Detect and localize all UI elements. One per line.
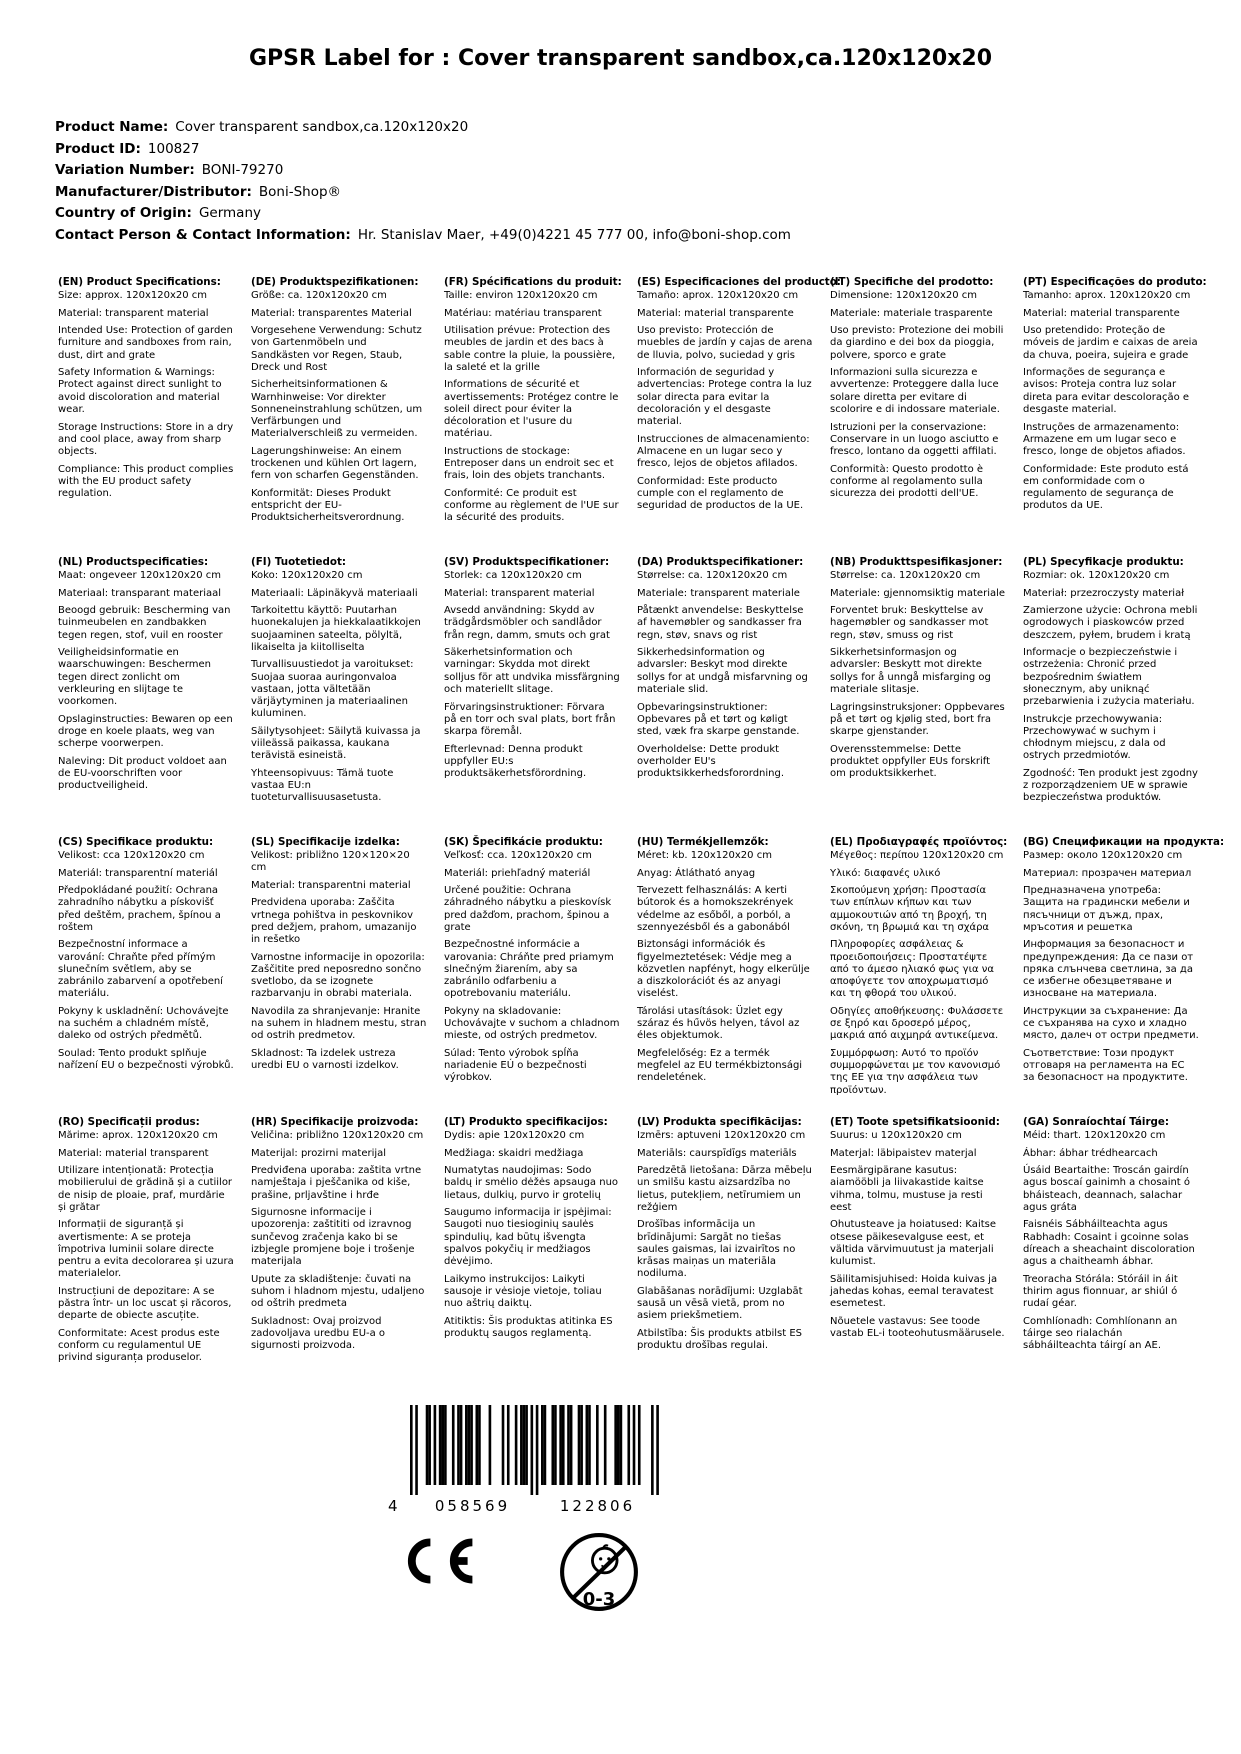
- language-block-paragraph: Size: approx. 120x120x20 cm: [58, 289, 208, 301]
- language-block-paragraph: Sikkerhedsinformation og advarsler: Beskyt mod direkte sollys for at undgå misfarvning og materiale slid.: [637, 647, 808, 695]
- language-block-paragraph: Overholdelse: Dette produkt overholder EU's produktsikkerhedsforordning.: [637, 743, 785, 779]
- language-block-paragraph: Μέγεθος: περίπου 120x120x20 cm: [830, 849, 1004, 861]
- language-block-paragraph: Efterlevnad: Denna produkt uppfyller EU:s produktsäkerhetsförordning.: [444, 743, 587, 779]
- language-block-paragraph: Uso previsto: Protección de muebles de jardín y cajas de arena de lluvia, polvo, suciedad y gris: [637, 325, 813, 361]
- language-block-paragraph: Instructions de stockage: Entreposer dans un endroit sec et frais, loin des objets tranchants.: [444, 445, 614, 482]
- language-block-paragraph: Paredzētā lietošana: Dārza mēbeļu un smilšu kastu aizsardzība no lietus, putekļiem, netīrumiem un režģiem: [637, 1165, 812, 1213]
- product-id-label: Product ID:: [55, 140, 141, 157]
- age-warning-0-3-icon: [558, 1529, 640, 1615]
- language-block-paragraph: Avsedd användning: Skydd av trädgårdsmöbler och sandlådor från regn, damm, smuts och grat: [444, 605, 610, 641]
- language-block-heading: (ES) Especificaciones del producto:: [637, 276, 841, 288]
- language-block-paragraph: Úsáid Beartaithe: Troscán gairdín agus boscaí gainimh a chosaint ó bháisteach, deannach, salachar agus gráta: [1023, 1165, 1191, 1213]
- language-block-paragraph: Sikkerhetsinformasjon og advarsler: Beskytt mot direkte sollys for å unngå misfarging og materiale slitasje.: [830, 647, 991, 695]
- language-block-paragraph: Säilytysohjeet: Säilytä kuivassa ja viileässä paikassa, kaukana terävistä esineistä.: [251, 725, 421, 762]
- language-block-paragraph: Materiale: materiale trasparente: [830, 307, 993, 319]
- language-block-paragraph: Οδηγίες αποθήκευσης: Φυλάσσετε σε ξηρό και δροσερό μέρος, μακριά από αιχμηρά αντικείμενα.: [830, 1005, 1004, 1042]
- language-block-paragraph: Размер: около 120x120x20 cm: [1023, 849, 1183, 861]
- language-block-paragraph: Materiał: przezroczysty materiał: [1023, 587, 1185, 599]
- language-block-paragraph: Beoogd gebruik: Bescherming van tuinmeubelen en zandbakken tegen regen, stof, vuil en rooster: [58, 605, 231, 641]
- language-block-el: [830, 836, 1023, 1116]
- language-block-paragraph: Pokyny k uskladnění: Uchovávejte na suchém a chladném místě, daleko od ostrých předmětů.: [58, 1005, 229, 1042]
- language-block-paragraph: Treoracha Stórála: Stóráil in áit thirim agus fionnuar, ar shiúl ó rudaí géar.: [1023, 1273, 1178, 1310]
- language-block-paragraph: Istruzioni per la conservazione: Conservare in un luogo asciutto e fresco, lontano da oggetti affilati.: [830, 421, 999, 457]
- product-info-row: [55, 182, 791, 204]
- barcode-left-group: 058569: [434, 1497, 511, 1515]
- language-block-paragraph: Material: transparentni material: [251, 879, 411, 891]
- language-block-paragraph: Glabāšanas norādījumi: Uzglabāt sausā un vēsā vietā, prom no asiem priekšmetiem.: [637, 1285, 803, 1322]
- page-title: GPSR Label for : Cover transparent sandbox,ca.120x120x20: [248, 46, 993, 71]
- language-block-paragraph: Informații de siguranță și avertismente: A se proteja împotriva luminii solare directe pentru a evita decolorarea și uzura materialelor.: [58, 1219, 234, 1280]
- product-id-value: 100827: [147, 140, 200, 157]
- language-block-paragraph: Materiale: gjennomsiktig materiale: [830, 587, 1006, 599]
- language-block-paragraph: Safety Information & Warnings: Protect against direct sunlight to avoid discoloration and material wear.: [58, 367, 222, 415]
- language-block-heading: (LV) Produkta specifikācijas:: [637, 1116, 802, 1128]
- language-block-paragraph: Navodila za shranjevanje: Hranite na suhem in hladnem mestu, stran od ostrih predmetov.: [251, 1005, 427, 1042]
- language-block-heading: (ET) Toote spetsifikatsioonid:: [830, 1116, 1000, 1128]
- language-block-sk: [444, 836, 637, 1116]
- language-block-heading: (HR) Specifikacije proizvoda:: [251, 1116, 419, 1128]
- language-block-heading: (NB) Produkttspesifikasjoner:: [830, 556, 1003, 568]
- language-block-es: [637, 276, 841, 556]
- language-block-paragraph: Suurus: u 120x120x20 cm: [830, 1129, 962, 1141]
- language-block-heading: (DE) Produktspezifikationen:: [251, 276, 419, 288]
- language-block-et: [830, 1116, 1023, 1396]
- ean13-barcode-icon: [400, 1405, 676, 1495]
- language-block-paragraph: Velikost: cca 120x120x20 cm: [58, 849, 205, 861]
- language-block-paragraph: Zgodność: Ten produkt jest zgodny z rozporządzeniem UE w sprawie bezpieczeństwa produktów.: [1023, 767, 1198, 804]
- language-block-paragraph: Materiaal: transparant materiaal: [58, 587, 222, 599]
- contact-value: Hr. Stanislav Maer, +49(0)4221 45 777 00, info@boni-shop.com: [357, 226, 791, 243]
- language-block-paragraph: Ohutusteave ja hoiatused: Kaitse otsese päikesevalguse eest, et vältida värvimuutust ja materjali kulumist.: [830, 1219, 997, 1268]
- language-block-paragraph: Anyag: Átlátható anyag: [637, 867, 756, 879]
- language-block-paragraph: Material: material transparent: [58, 1147, 209, 1159]
- barcode-first-digit: 4: [388, 1497, 398, 1515]
- language-block-paragraph: Zamierzone użycie: Ochrona mebli ogrodowych i piaskowców przed deszczem, pyłem, brudem i kratą: [1023, 605, 1198, 641]
- language-block-paragraph: Ábhar: ábhar trédhearcach: [1023, 1147, 1158, 1159]
- language-block-paragraph: Méid: thart. 120x120x20 cm: [1023, 1129, 1166, 1141]
- language-block-ga: [1023, 1116, 1216, 1396]
- language-block-paragraph: Material: transparent material: [58, 307, 209, 319]
- language-block-nl: [58, 556, 251, 836]
- language-block-heading: (IT) Specifiche del prodotto:: [830, 276, 994, 288]
- language-block-paragraph: Uso pretendido: Proteção de móveis de jardim e caixas de areia da chuva, poeira, sujeira e grade: [1023, 325, 1198, 361]
- language-block-paragraph: Naleving: Dit product voldoet aan de EU-voorschriften voor productveiligheid.: [58, 755, 227, 792]
- age-warning-text: 0-3: [582, 1588, 616, 1610]
- language-block-paragraph: Maat: ongeveer 120x120x20 cm: [58, 569, 221, 581]
- language-block-hr: [251, 1116, 444, 1396]
- language-block-paragraph: Veličina: približno 120x120x20 cm: [251, 1129, 424, 1141]
- language-block-paragraph: Информация за безопасност и предупреждения: Да се пази от пряка слънчева светлина, за да се избегне обезцветяване и износване на материала.: [1023, 939, 1194, 1000]
- language-block-bg: [1023, 836, 1225, 1116]
- product-info-row: [55, 225, 791, 247]
- barcode-wrap: [400, 1405, 676, 1495]
- language-block-paragraph: Atitiktis: Šis produktas atitinka ES produktų saugos reglamentą.: [444, 1315, 613, 1339]
- language-block-paragraph: Turvallisuustiedot ja varoitukset: Suojaa suoraa auringonvaloa vastaan, jotta vältetään värjäytyminen ja materiaalinen kuluminen.: [251, 659, 414, 720]
- language-block-paragraph: Opbevaringsinstruktioner: Opbevares på et tørt og køligt sted, væk fra skarpe genstande.: [637, 701, 800, 737]
- language-block-heading: (PT) Especificações do produto:: [1023, 276, 1207, 288]
- language-block-paragraph: Bezpečnostné informácie a varovania: Chráňte pred priamym slnečným žiarením, aby sa zabránilo odfarbeniu a opotrebovaniu materiálu.: [444, 939, 614, 1000]
- language-block-paragraph: Tárolási utasítások: Üzlet egy száraz és hűvös helyen, távol az éles objektumok.: [637, 1005, 800, 1042]
- language-block-paragraph: Материал: прозрачен материал: [1023, 867, 1192, 879]
- language-block-paragraph: Medžiaga: skaidri medžiaga: [444, 1147, 584, 1159]
- language-block-heading: (RO) Specificații produs:: [58, 1116, 200, 1128]
- language-block-paragraph: Soulad: Tento produkt splňuje nařízení EU o bezpečnosti výrobků.: [58, 1047, 234, 1072]
- language-block-paragraph: Materjal: läbipaistev materjal: [830, 1147, 977, 1159]
- language-block-paragraph: Tamanho: aprox. 120x120x20 cm: [1023, 289, 1191, 301]
- language-block-lv: [637, 1116, 830, 1396]
- language-block-paragraph: Conformitate: Acest produs este conform cu regulamentul UE privind siguranța produselor.: [58, 1327, 220, 1364]
- language-block-ro: [58, 1116, 251, 1396]
- language-block-paragraph: Overensstemmelse: Dette produktet oppfyller EUs forskrift om produktsikkerhet.: [830, 743, 991, 779]
- language-block-paragraph: Skladnost: Ta izdelek ustreza uredbi EU o varnosti izdelkov.: [251, 1047, 399, 1072]
- language-block-sl: [251, 836, 444, 1116]
- language-block-paragraph: Taille: environ 120x120x20 cm: [444, 289, 598, 301]
- language-block-paragraph: Sigurnosne informacije i upozorenja: zaštititi od izravnog sunčevog zračenja kako bi se izbjegle promjene boje i trošenje materijala: [251, 1207, 415, 1268]
- language-block-paragraph: Lagringsinstruksjoner: Oppbevares på et tørt og kjølig sted, bort fra skarpe gjenstander.: [830, 701, 1005, 737]
- language-block-paragraph: Velikost: približno 120×120×20 cm: [251, 849, 410, 874]
- language-block-paragraph: Instruções de armazenamento: Armazene em um lugar seco e fresco, longe de objetos afiados.: [1023, 421, 1186, 457]
- language-block-paragraph: Instrucțiuni de depozitare: A se păstra într- un loc uscat și răcoros, departe de obiecte ascuțite.: [58, 1285, 232, 1322]
- language-block-fr: [444, 276, 637, 556]
- language-block-paragraph: Predvidena uporaba: Zaščita vrtnega pohištva in peskovnikov pred dežjem, prahom, umazanijo in rešetko: [251, 897, 417, 945]
- product-name-value: Cover transparent sandbox,ca.120x120x20: [175, 119, 469, 135]
- language-block-paragraph: Vorgesehene Verwendung: Schutz von Gartenmöbeln und Sandkästen vor Regen, Staub, Dreck und Rost: [251, 325, 422, 373]
- language-block-paragraph: Materijal: prozirni materijal: [251, 1147, 387, 1159]
- language-block-paragraph: Bezpečnostní informace a varování: Chraňte před přímým slunečním světlem, aby se zabránilo zabarvení a opotřebení materiálu.: [58, 939, 223, 1000]
- language-block-paragraph: Yhteensopivuus: Tämä tuote vastaa EU:n tuoteturvallisuusasetusta.: [251, 767, 394, 804]
- language-block-fi: [251, 556, 444, 836]
- language-block-paragraph: Súlad: Tento výrobok spĺňa nariadenie EÚ o bezpečnosti výrobkov.: [444, 1047, 587, 1084]
- language-block-paragraph: Conformidade: Este produto está em conformidade com o regulamento de segurança de produtos da UE.: [1023, 463, 1189, 512]
- language-block-paragraph: Conformidad: Este producto cumple con el reglamento de seguridad de productos de la UE.: [637, 475, 804, 512]
- language-block-paragraph: Numatytas naudojimas: Sodo baldų ir smėlio dėžės apsauga nuo lietaus, dulkių, purvo ir grotelių: [444, 1165, 619, 1201]
- language-block-heading: (NL) Productspecificaties:: [58, 556, 209, 568]
- barcode-numbers: [388, 1497, 678, 1515]
- language-block-cs: [58, 836, 251, 1116]
- language-block-heading: (HU) Termékjellemzők:: [637, 836, 769, 848]
- language-block-paragraph: Materiaali: Läpinäkyvä materiaali: [251, 587, 418, 599]
- language-block-paragraph: Material: material transparente: [637, 307, 794, 319]
- language-block-paragraph: Storage Instructions: Store in a dry and cool place, away from sharp objects.: [58, 421, 234, 457]
- language-block-paragraph: Informacje o bezpieczeństwie i ostrzeżenia: Chronić przed bezpośrednim światłem słonecznym, aby uniknąć przebarwienia i zużycia materiału.: [1023, 647, 1195, 708]
- language-block-paragraph: Storlek: ca 120x120x20 cm: [444, 569, 582, 581]
- language-block-paragraph: Veľkosť: cca. 120x120x20 cm: [444, 849, 592, 861]
- language-block-paragraph: Materiale: transparent materiale: [637, 587, 800, 599]
- product-info-row: [55, 117, 791, 139]
- language-block-paragraph: Varnostne informacije in opozorila: Zaščitite pred neposredno sončno svetlobo, da se izognete razbarvanju in obrabi materiala.: [251, 951, 425, 1000]
- language-block-paragraph: Biztonsági információk és figyelmeztetések: Védje meg a közvetlen napfényt, hogy elkerülje a diszkolorációt és az anyagi viselést.: [637, 939, 810, 1000]
- language-block-paragraph: Dydis: apie 120x120x20 cm: [444, 1129, 585, 1141]
- language-block-heading: (GA) Sonraíochtaí Táirge:: [1023, 1116, 1170, 1128]
- language-block-paragraph: Предназначена употреба: Защита на градински мебели и пясъчници от дъжд, прах, мръсотия и решетка: [1023, 885, 1190, 933]
- language-block-heading: (LT) Produkto specifikacijos:: [444, 1116, 608, 1128]
- language-block-heading: (PL) Specyfikacje produktu:: [1023, 556, 1184, 568]
- product-info-row: [55, 203, 791, 225]
- language-block-paragraph: Atbilstība: Šis produkts atbilst ES produktu drošības regulai.: [637, 1327, 803, 1352]
- country-of-origin-label: Country of Origin:: [55, 205, 192, 221]
- product-info-row: [55, 160, 791, 182]
- language-block-paragraph: Conformità: Questo prodotto è conforme al regolamento sulla sicurezza dei prodotti dell'UE.: [830, 463, 984, 499]
- language-block-paragraph: Σκοπούμενη χρήση: Προστασία των επίπλων κήπων και των αμμοκουτιών από τη βροχή, τη σκόνη, τη βρωμιά και τη σχάρα: [830, 885, 990, 933]
- language-block-paragraph: Uso previsto: Protezione dei mobili da giardino e dei box da pioggia, polvere, sporco e grate: [830, 325, 1004, 361]
- language-block-paragraph: Instrucciones de almacenamiento: Almacene en un lugar seco y fresco, lejos de objetos afilados.: [637, 433, 810, 470]
- language-block-paragraph: Materiāls: caurspīdīgs materiāls: [637, 1147, 797, 1159]
- language-block-paragraph: Dimensione: 120x120x20 cm: [830, 289, 978, 301]
- language-block-paragraph: Tarkoitettu käyttö: Puutarhan huonekalujen ja hiekkalaatikkojen suojaaminen sateelta, pölyltä, likaiselta ja kiitolliselta: [251, 605, 421, 653]
- language-block-paragraph: Conformité: Ce produit est conforme au règlement de l'UE sur la sécurité des produits.: [444, 487, 619, 524]
- country-of-origin-value: Germany: [198, 205, 261, 221]
- variation-number-value: BONI-79270: [201, 162, 284, 178]
- language-block-paragraph: Rozmiar: ok. 120x120x20 cm: [1023, 569, 1170, 581]
- language-block-paragraph: Izmērs: aptuveni 120x120x20 cm: [637, 1129, 806, 1141]
- language-block-paragraph: Συμμόρφωση: Αυτό το προϊόν συμμορφώνεται με τον κανονισμό της ΕΕ για την ασφάλεια των προϊόντων.: [830, 1047, 1001, 1096]
- language-block-paragraph: Comhlíonadh: Comhlíonann an táirge seo rialachán sábháilteachta táirgí an AE.: [1023, 1315, 1178, 1352]
- language-block-paragraph: Säilitamisjuhised: Hoida kuivas ja jahedas kohas, eemal teravatest esemetest.: [830, 1273, 998, 1310]
- language-block-paragraph: Informazioni sulla sicurezza e avvertenze: Proteggere dalla luce solare diretta per evitare di scolorire e di indossare materiale.: [830, 367, 1000, 415]
- barcode-right-group: 122806: [559, 1497, 636, 1515]
- language-block-paragraph: Méret: kb. 120x120x20 cm: [637, 849, 772, 861]
- language-block-paragraph: Lagerungshinweise: An einem trockenen und kühlen Ort lagern, fern von scharfen Gegenständen.: [251, 445, 419, 482]
- ce-mark-icon: [398, 1537, 476, 1585]
- language-block-paragraph: Predviđena uporaba: zaštita vrtne namještaja i pješčanika od kiše, prašine, prljavštine i hrđe: [251, 1165, 422, 1201]
- language-block-paragraph: Größe: ca. 120x120x20 cm: [251, 289, 387, 301]
- language-block-paragraph: Størrelse: ca. 120x120x20 cm: [830, 569, 981, 581]
- language-block-heading: (FR) Spécifications du produit:: [444, 276, 622, 288]
- language-block-heading: (BG) Спецификации на продукта:: [1023, 836, 1225, 848]
- language-block-paragraph: Sicherheitsinformationen & Warnhinweise: Vor direkter Sonneneinstrahlung schützen, um Verfärbungen und Materialverschleiß zu vermeiden.: [251, 379, 423, 440]
- language-block-paragraph: Utilizare intenționată: Protecția mobilierului de grădină și a cutiilor de nisip de ploaie, praf, murdărie și grătar: [58, 1165, 233, 1213]
- language-block-paragraph: Material: transparentes Material: [251, 307, 412, 319]
- language-block-heading: (SL) Specifikacije izdelka:: [251, 836, 400, 848]
- language-block-paragraph: Laikymo instrukcijos: Laikyti sausoje ir vėsioje vietoje, toliau nuo aštrių daiktų.: [444, 1273, 602, 1310]
- language-block-paragraph: Nõuetele vastavus: See toode vastab EL-i tooteohutusmäärusele.: [830, 1315, 1005, 1339]
- language-block-heading: (EN) Product Specifications:: [58, 276, 221, 288]
- language-block-paragraph: Material: transparent material: [444, 587, 595, 599]
- language-block-paragraph: Förvaringsinstruktioner: Förvara på en torr och sval plats, bort från skarpa föremål.: [444, 701, 616, 737]
- variation-number-label: Variation Number:: [55, 162, 195, 178]
- language-block-paragraph: Předpokládané použití: Ochrana zahradního nábytku a pískovišť před deštěm, prachem, špínou a roštem: [58, 885, 221, 933]
- language-block-de: [251, 276, 444, 556]
- language-block-heading: (EL) Προδιαγραφές προϊόντος:: [830, 836, 1008, 848]
- language-block-paragraph: Tamaño: aprox. 120x120x20 cm: [637, 289, 799, 301]
- language-block-paragraph: Megfelelőség: Ez a termék megfelel az EU termékbiztonsági rendeletének.: [637, 1047, 803, 1084]
- language-block-pl: [1023, 556, 1216, 836]
- language-block-paragraph: Påtænkt anvendelse: Beskyttelse af havemøbler og sandkasser fra regn, støv, snavs og rist: [637, 605, 804, 641]
- product-name-label: Product Name:: [55, 119, 169, 135]
- language-block-paragraph: Upute za skladištenje: čuvati na suhom i hladnom mjestu, udaljeno od oštrih predmeta: [251, 1273, 425, 1310]
- language-block-paragraph: Drošības informācija un brīdinājumi: Sargāt no tiešas saules gaismas, lai izvairītos no krāsas maiņas un materiāla nodiluma.: [637, 1219, 796, 1280]
- language-block-paragraph: Mărime: aprox. 120x120x20 cm: [58, 1129, 218, 1141]
- language-block-heading: (CS) Specifikace produktu:: [58, 836, 214, 848]
- language-block-paragraph: Utilisation prévue: Protection des meubles de jardin et des bacs à sable contre la pluie, la poussière, la saleté et la grille: [444, 325, 616, 373]
- language-block-da: [637, 556, 830, 836]
- language-block-paragraph: Pokyny na skladovanie: Uchovávajte v suchom a chladnom mieste, od ostrých predmetov.: [444, 1005, 620, 1042]
- language-block-nb: [830, 556, 1023, 836]
- language-block-paragraph: Πληροφορίες ασφάλειας & προειδοποιήσεις: Προστατέψτε από το άμεσο ηλιακό φως για να αποφύγετε τον αποχρωματισμό και τη φθορά του υλικού.: [830, 939, 994, 1000]
- compliance-marks: [398, 1529, 688, 1615]
- manufacturer-label: Manufacturer/Distributor:: [55, 183, 252, 200]
- footer-section: [388, 1405, 688, 1615]
- language-block-paragraph: Veiligheidsinformatie en waarschuwingen: Beschermen tegen direct zonlicht om verkleuring en slijtage te voorkomen.: [58, 647, 211, 708]
- language-block-paragraph: Saugumo informacija ir įspėjimai: Saugoti nuo tiesioginių saulės spindulių, kad būtų išvengta spalvos pokyčių ir medžiagos dėvėjimo.: [444, 1207, 612, 1268]
- language-block-paragraph: Konformität: Dieses Produkt entspricht der EU-Produktsicherheitsverordnung.: [251, 487, 405, 524]
- language-block-paragraph: Инструкции за съхранение: Да се съхранява на сухо и хладно място, далеч от остри предмети.: [1023, 1005, 1199, 1042]
- language-block-heading: (SV) Produktspecifikationer:: [444, 556, 610, 568]
- language-block-en: [58, 276, 251, 556]
- language-block-paragraph: Säkerhetsinformation och varningar: Skydda mot direkt solljus för att undvika missfärgning och materiellt slitage.: [444, 647, 620, 695]
- language-block-paragraph: Material: material transparente: [1023, 307, 1180, 319]
- language-block-heading: (DA) Produktspecifikationer:: [637, 556, 804, 568]
- language-block-paragraph: Intended Use: Protection of garden furniture and sandboxes from rain, dust, dirt and grate: [58, 325, 233, 361]
- language-block-it: [830, 276, 1023, 556]
- language-block-paragraph: Forventet bruk: Beskyttelse av hagemøbler og sandkasser mot regn, støv, smuss og rist: [830, 605, 989, 641]
- language-block-paragraph: Koko: 120x120x20 cm: [251, 569, 363, 581]
- language-block-paragraph: Faisnéis Sábháilteachta agus Rabhadh: Cosaint i gcoinne solas díreach a sheachaint discoloration agus a chaitheamh ábhar.: [1023, 1219, 1195, 1268]
- language-block-paragraph: Información de seguridad y advertencias: Protege contra la luz solar directa para evitar la decoloración y el desgaste material.: [637, 367, 812, 428]
- language-block-paragraph: Materiál: transparentní materiál: [58, 867, 218, 879]
- language-block-hu: [637, 836, 830, 1116]
- language-grid: [58, 276, 1223, 1396]
- language-block-paragraph: Matériau: matériau transparent: [444, 307, 602, 319]
- language-block-paragraph: Informações de segurança e avisos: Proteja contra luz solar direta para evitar descoloração e desgaste material.: [1023, 367, 1190, 415]
- language-block-sv: [444, 556, 637, 836]
- manufacturer-value: Boni-Shop®: [258, 183, 342, 200]
- language-block-paragraph: Materiál: priehľadný materiál: [444, 867, 591, 879]
- language-block-paragraph: Eesmärgipärane kasutus: aiamööbli ja liivakastide kaitse vihma, tolmu, mustuse ja resti eest: [830, 1165, 984, 1213]
- product-info-row: [55, 139, 791, 161]
- language-block-paragraph: Υλικό: διαφανές υλικό: [830, 867, 941, 879]
- language-block-paragraph: Sukladnost: Ovaj proizvod zadovoljava uredbu EU-a o sigurnosti proizvoda.: [251, 1315, 386, 1352]
- language-block-paragraph: Instrukcje przechowywania: Przechowywać w suchym i chłodnym miejscu, z dala od ostrych przedmiotów.: [1023, 713, 1166, 762]
- language-block-paragraph: Съответствие: Този продукт отговаря на регламента на ЕС за безопасност на продуктите.: [1023, 1047, 1188, 1084]
- language-block-paragraph: Compliance: This product complies with the EU product safety regulation.: [58, 463, 234, 499]
- language-block-heading: (SK) Špecifikácie produktu:: [444, 836, 603, 848]
- language-block-heading: (FI) Tuotetiedot:: [251, 556, 346, 568]
- language-block-paragraph: Størrelse: ca. 120x120x20 cm: [637, 569, 788, 581]
- language-block-paragraph: Určené použitie: Ochrana záhradného nábytku a pieskovísk pred dažďom, prachom, špinou a grate: [444, 885, 612, 933]
- language-block-paragraph: Informations de sécurité et avertissements: Protégez contre le soleil direct pour éviter la décoloration et l'usure du matériau.: [444, 379, 619, 440]
- contact-label: Contact Person & Contact Information:: [55, 226, 351, 243]
- language-block-paragraph: Tervezett felhasználás: A kerti bútorok és a homokszekrények védelme az esőből, a porból, a szennyezésből és a gabonából: [637, 885, 794, 933]
- language-block-lt: [444, 1116, 637, 1396]
- language-block-pt: [1023, 276, 1216, 556]
- language-block-paragraph: Opslaginstructies: Bewaren op een droge en koele plaats, weg van scherpe voorwerpen.: [58, 713, 233, 750]
- product-info-section: [55, 117, 791, 246]
